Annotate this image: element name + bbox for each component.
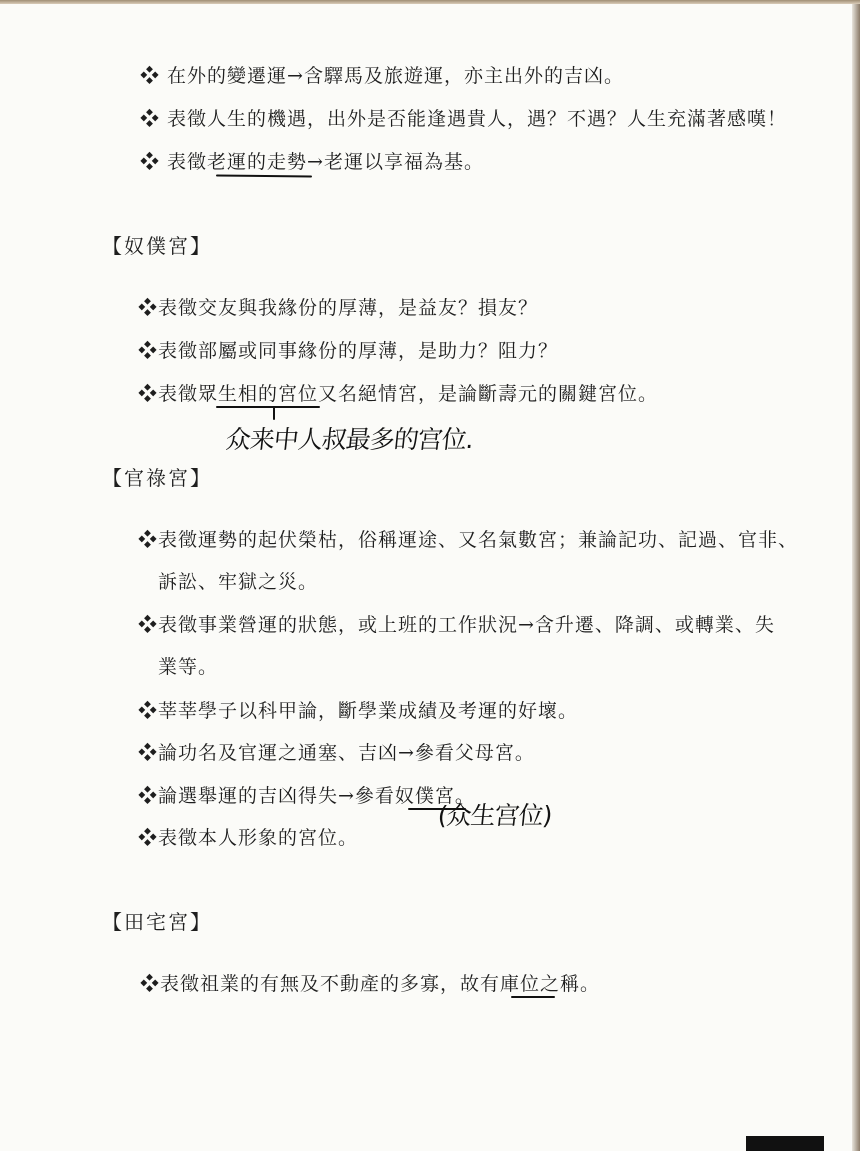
underline-treasury-position [511, 996, 555, 998]
handwritten-note-career: (众生宫位) [436, 801, 553, 830]
property-item-1: ❖表徵祖業的有無及不動產的多寡，故有庫位之稱。 [140, 973, 601, 995]
career-item-3: ❖莘莘學子以科甲論，斷學業成績及考運的好壞。 [138, 700, 579, 722]
underline-crowd-palace [216, 406, 320, 408]
property-palace-heading: 【田宅宮】 [102, 910, 212, 934]
servants-palace-heading: 【奴僕宮】 [102, 234, 212, 258]
migration-item-1: ❖ 在外的變遷運→含驛馬及旅遊運，亦主出外的吉凶。 [140, 65, 624, 87]
career-item-5: ❖論選舉運的吉凶得失→參看奴僕宮。 [138, 785, 475, 807]
career-item-4: ❖論功名及官運之通塞、吉凶→參看父母宮。 [138, 742, 535, 764]
servants-item-2: ❖表徵部屬或同事緣份的厚薄，是助力？阻力？ [138, 340, 559, 362]
career-palace-heading: 【官祿宮】 [102, 466, 212, 490]
career-item-1: ❖表徵運勢的起伏榮枯，俗稱運途、又名氣數宮；兼論記功、記過、官非、 [138, 529, 799, 551]
annotation-arrow-stem [273, 406, 275, 420]
career-item-2: ❖表徵事業營運的狀態，或上班的工作狀況→含升遷、降調、或轉業、失 [138, 614, 775, 636]
handwritten-note-servants: 众来中人叔最多的宫位. [224, 425, 475, 454]
career-item-6: ❖表徵本人形象的宮位。 [138, 827, 359, 849]
servants-item-1: ❖表徵交友與我緣份的厚薄，是益友？損友？ [138, 297, 539, 319]
career-item-2-continued: 業等。 [158, 656, 219, 678]
career-item-1-continued: 訴訟、牢獄之災。 [158, 571, 319, 593]
black-margin-mark [746, 1136, 824, 1151]
servants-item-3: ❖表徵眾生相的宮位又名絕情宮，是論斷壽元的關鍵宮位。 [138, 383, 659, 405]
migration-item-3: ❖ 表徵老運的走勢→老運以享福為基。 [140, 151, 484, 173]
migration-item-2: ❖ 表徵人生的機遇，出外是否能逢遇貴人，遇？不遇？人生充滿著感嘆！ [140, 108, 788, 130]
paper-right-edge [852, 4, 860, 1151]
